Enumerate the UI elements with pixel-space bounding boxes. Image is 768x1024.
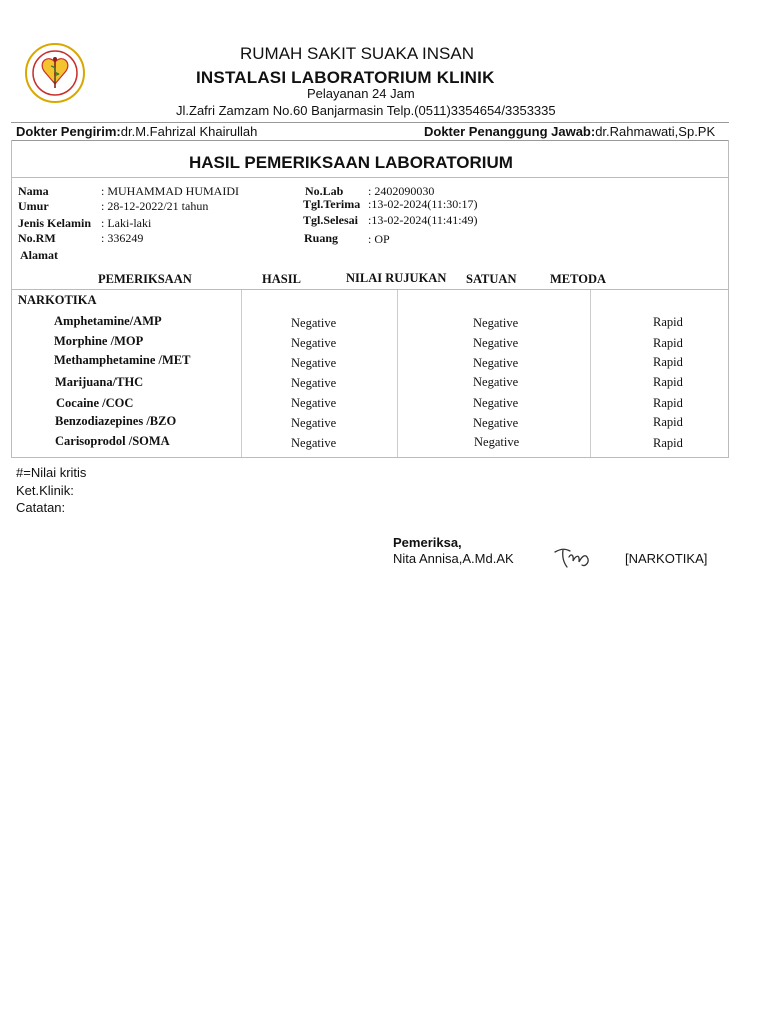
tgl-terima-label: Tgl.Terima — [303, 197, 361, 211]
col-header-nilai-rujukan: NILAI RUJUKAN — [346, 271, 447, 285]
examiner-name: Nita Annisa,A.Md.AK — [393, 551, 514, 566]
tgl-selesai-label: Tgl.Selesai — [303, 213, 359, 227]
tgl-terima-value: :13-02-2024(11:30:17) — [368, 197, 478, 211]
responsible-doctor-name: dr.Rahmawati,Sp.PK — [595, 124, 716, 139]
test-method: Rapid — [653, 415, 683, 429]
test-reference: Negative — [473, 336, 519, 350]
test-method: Rapid — [653, 336, 683, 350]
test-result: Negative — [291, 436, 337, 450]
test-result: Negative — [291, 316, 337, 330]
test-reference: Negative — [473, 396, 519, 410]
test-method: Rapid — [653, 315, 683, 329]
responsible-doctor — [424, 124, 715, 139]
col-header-metoda: METODA — [550, 272, 607, 286]
jenis-kelamin-value: : Laki-laki — [101, 216, 152, 230]
tgl-selesai-value: :13-02-2024(11:41:49) — [368, 213, 478, 227]
jenis-kelamin-label: Jenis Kelamin — [18, 216, 92, 230]
test-name: Methamphetamine /MET — [54, 353, 191, 367]
umur-value: : 28-12-2022/21 tahun — [101, 199, 209, 213]
service-hours: Pelayanan 24 Jam — [307, 86, 415, 101]
test-name: Amphetamine/AMP — [54, 314, 162, 328]
test-name: Benzodiazepines /BZO — [55, 414, 177, 428]
ruang-label: Ruang — [304, 231, 339, 245]
test-result: Negative — [291, 396, 337, 410]
test-method: Rapid — [653, 355, 683, 369]
clinical-info-label: Ket.Klinik: — [16, 483, 74, 498]
nama-value: : MUHAMMAD HUMAIDI — [101, 184, 239, 198]
alamat-label: Alamat — [20, 248, 58, 262]
test-result: Negative — [291, 376, 337, 390]
test-method: Rapid — [653, 396, 683, 410]
no-rm-value: : 336249 — [101, 231, 144, 245]
ruang-value: : OP — [368, 232, 390, 246]
no-rm-label: No.RM — [18, 231, 56, 245]
critical-value-note: #=Nilai kritis — [16, 465, 87, 480]
test-reference: Negative — [473, 416, 519, 430]
umur-label: Umur — [18, 199, 49, 213]
test-reference: Negative — [473, 356, 519, 370]
test-name: Morphine /MOP — [54, 334, 144, 348]
examiner-label: Pemeriksa, — [393, 535, 462, 550]
test-result: Negative — [291, 416, 337, 430]
hospital-address: Jl.Zafri Zamzam No.60 Banjarmasin Telp.(0511)3354654/3353335 — [176, 103, 556, 118]
sender-doctor-label: Dokter Pengirim: — [16, 124, 121, 139]
test-name: Cocaine /COC — [56, 396, 134, 410]
sender-doctor-name: dr.M.Fahrizal Khairullah — [120, 124, 258, 139]
test-name: Carisoprodol /SOMA — [55, 434, 170, 448]
test-method: Rapid — [653, 436, 683, 450]
hospital-name: RUMAH SAKIT SUAKA INSAN — [240, 44, 474, 63]
test-name: Marijuana/THC — [55, 375, 144, 389]
test-reference: Negative — [474, 435, 520, 449]
report-title: HASIL PEMERIKSAAN LABORATORIUM — [189, 153, 513, 172]
test-reference: Negative — [473, 375, 519, 389]
nama-label: Nama — [18, 184, 49, 198]
sender-doctor — [16, 124, 257, 139]
responsible-doctor-label: Dokter Penanggung Jawab: — [424, 124, 596, 139]
notes-label: Catatan: — [16, 500, 66, 515]
col-header-hasil: HASIL — [262, 272, 301, 286]
category-tag: [NARKOTIKA] — [625, 551, 708, 566]
department-name: INSTALASI LABORATORIUM KLINIK — [196, 68, 495, 87]
test-result: Negative — [291, 336, 337, 350]
section-narkotika: NARKOTIKA — [18, 293, 97, 307]
hospital-logo-icon — [24, 42, 86, 104]
col-header-satuan: SATUAN — [466, 272, 517, 286]
test-reference: Negative — [473, 316, 519, 330]
test-result: Negative — [291, 356, 337, 370]
test-method: Rapid — [653, 375, 683, 389]
no-lab-value: : 2402090030 — [368, 184, 435, 198]
col-header-pemeriksaan: PEMERIKSAAN — [98, 272, 192, 286]
no-lab-label: No.Lab — [305, 184, 344, 198]
signature-icon — [552, 543, 592, 573]
